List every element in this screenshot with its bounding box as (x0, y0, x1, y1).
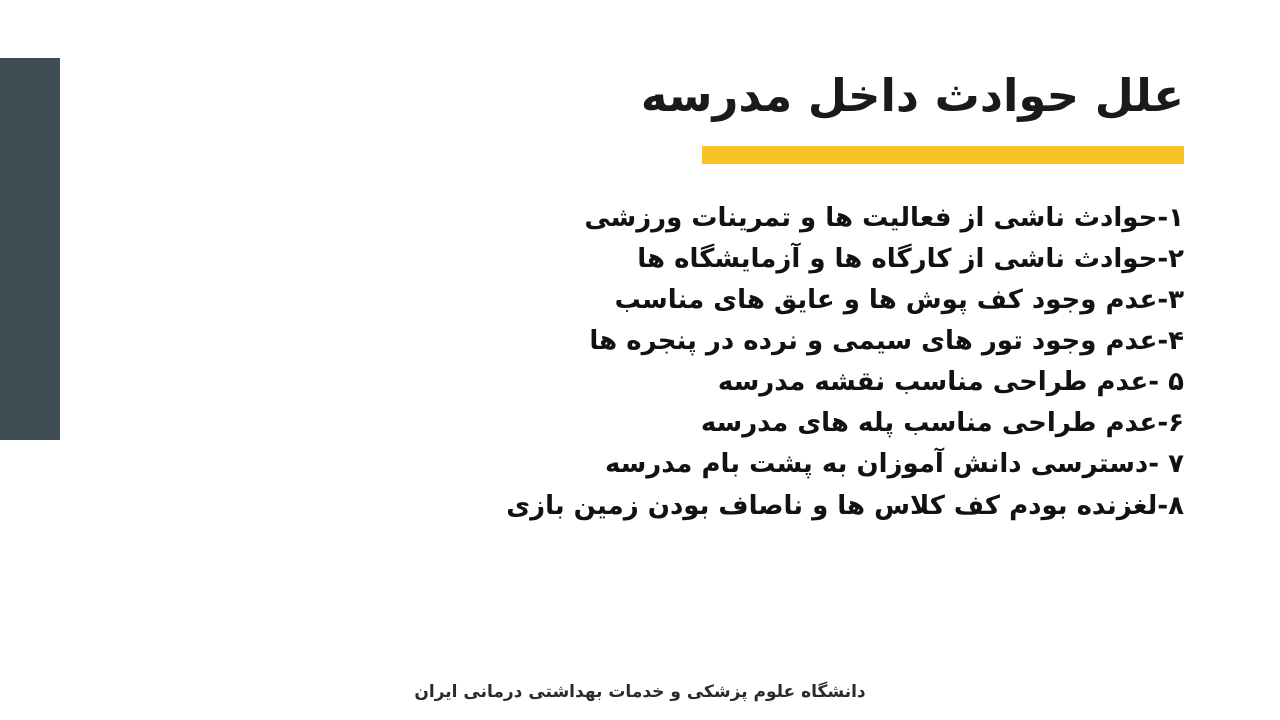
causes-list (394, 198, 1184, 527)
list-item: ۲-حوادث ناشی از کارگاه ها و آزمایشگاه ها (637, 244, 1184, 275)
page-title: علل حوادث داخل مدرسه (640, 69, 1184, 122)
list-item: ۵ -عدم طراحی مناسب نقشه مدرسه (717, 367, 1184, 398)
list-item: ۶-عدم طراحی مناسب پله های مدرسه (700, 408, 1184, 439)
list-item: ۸-لغزنده بودم کف کلاس ها و ناصاف بودن زمین بازی (506, 490, 1184, 521)
footer-logo (0, 682, 1280, 702)
title-block (394, 70, 1184, 164)
list-item: ۴-عدم وجود تور های سیمی و نرده در پنجره ها (589, 326, 1184, 357)
footer-logo-text: دانشگاه علوم پزشکی و خدمات بهداشتی درمانی ایران (414, 682, 866, 702)
list-item: ۷ -دسترسی دانش آموزان به پشت بام مدرسه (604, 449, 1184, 480)
title-underline-accent (702, 146, 1184, 164)
list-item: ۱-حوادث ناشی از فعالیت ها و تمرینات ورزشی (584, 203, 1184, 233)
decorative-side-bar (0, 58, 60, 440)
list-item: ۳-عدم وجود کف پوش ها و عایق های مناسب (614, 285, 1184, 316)
